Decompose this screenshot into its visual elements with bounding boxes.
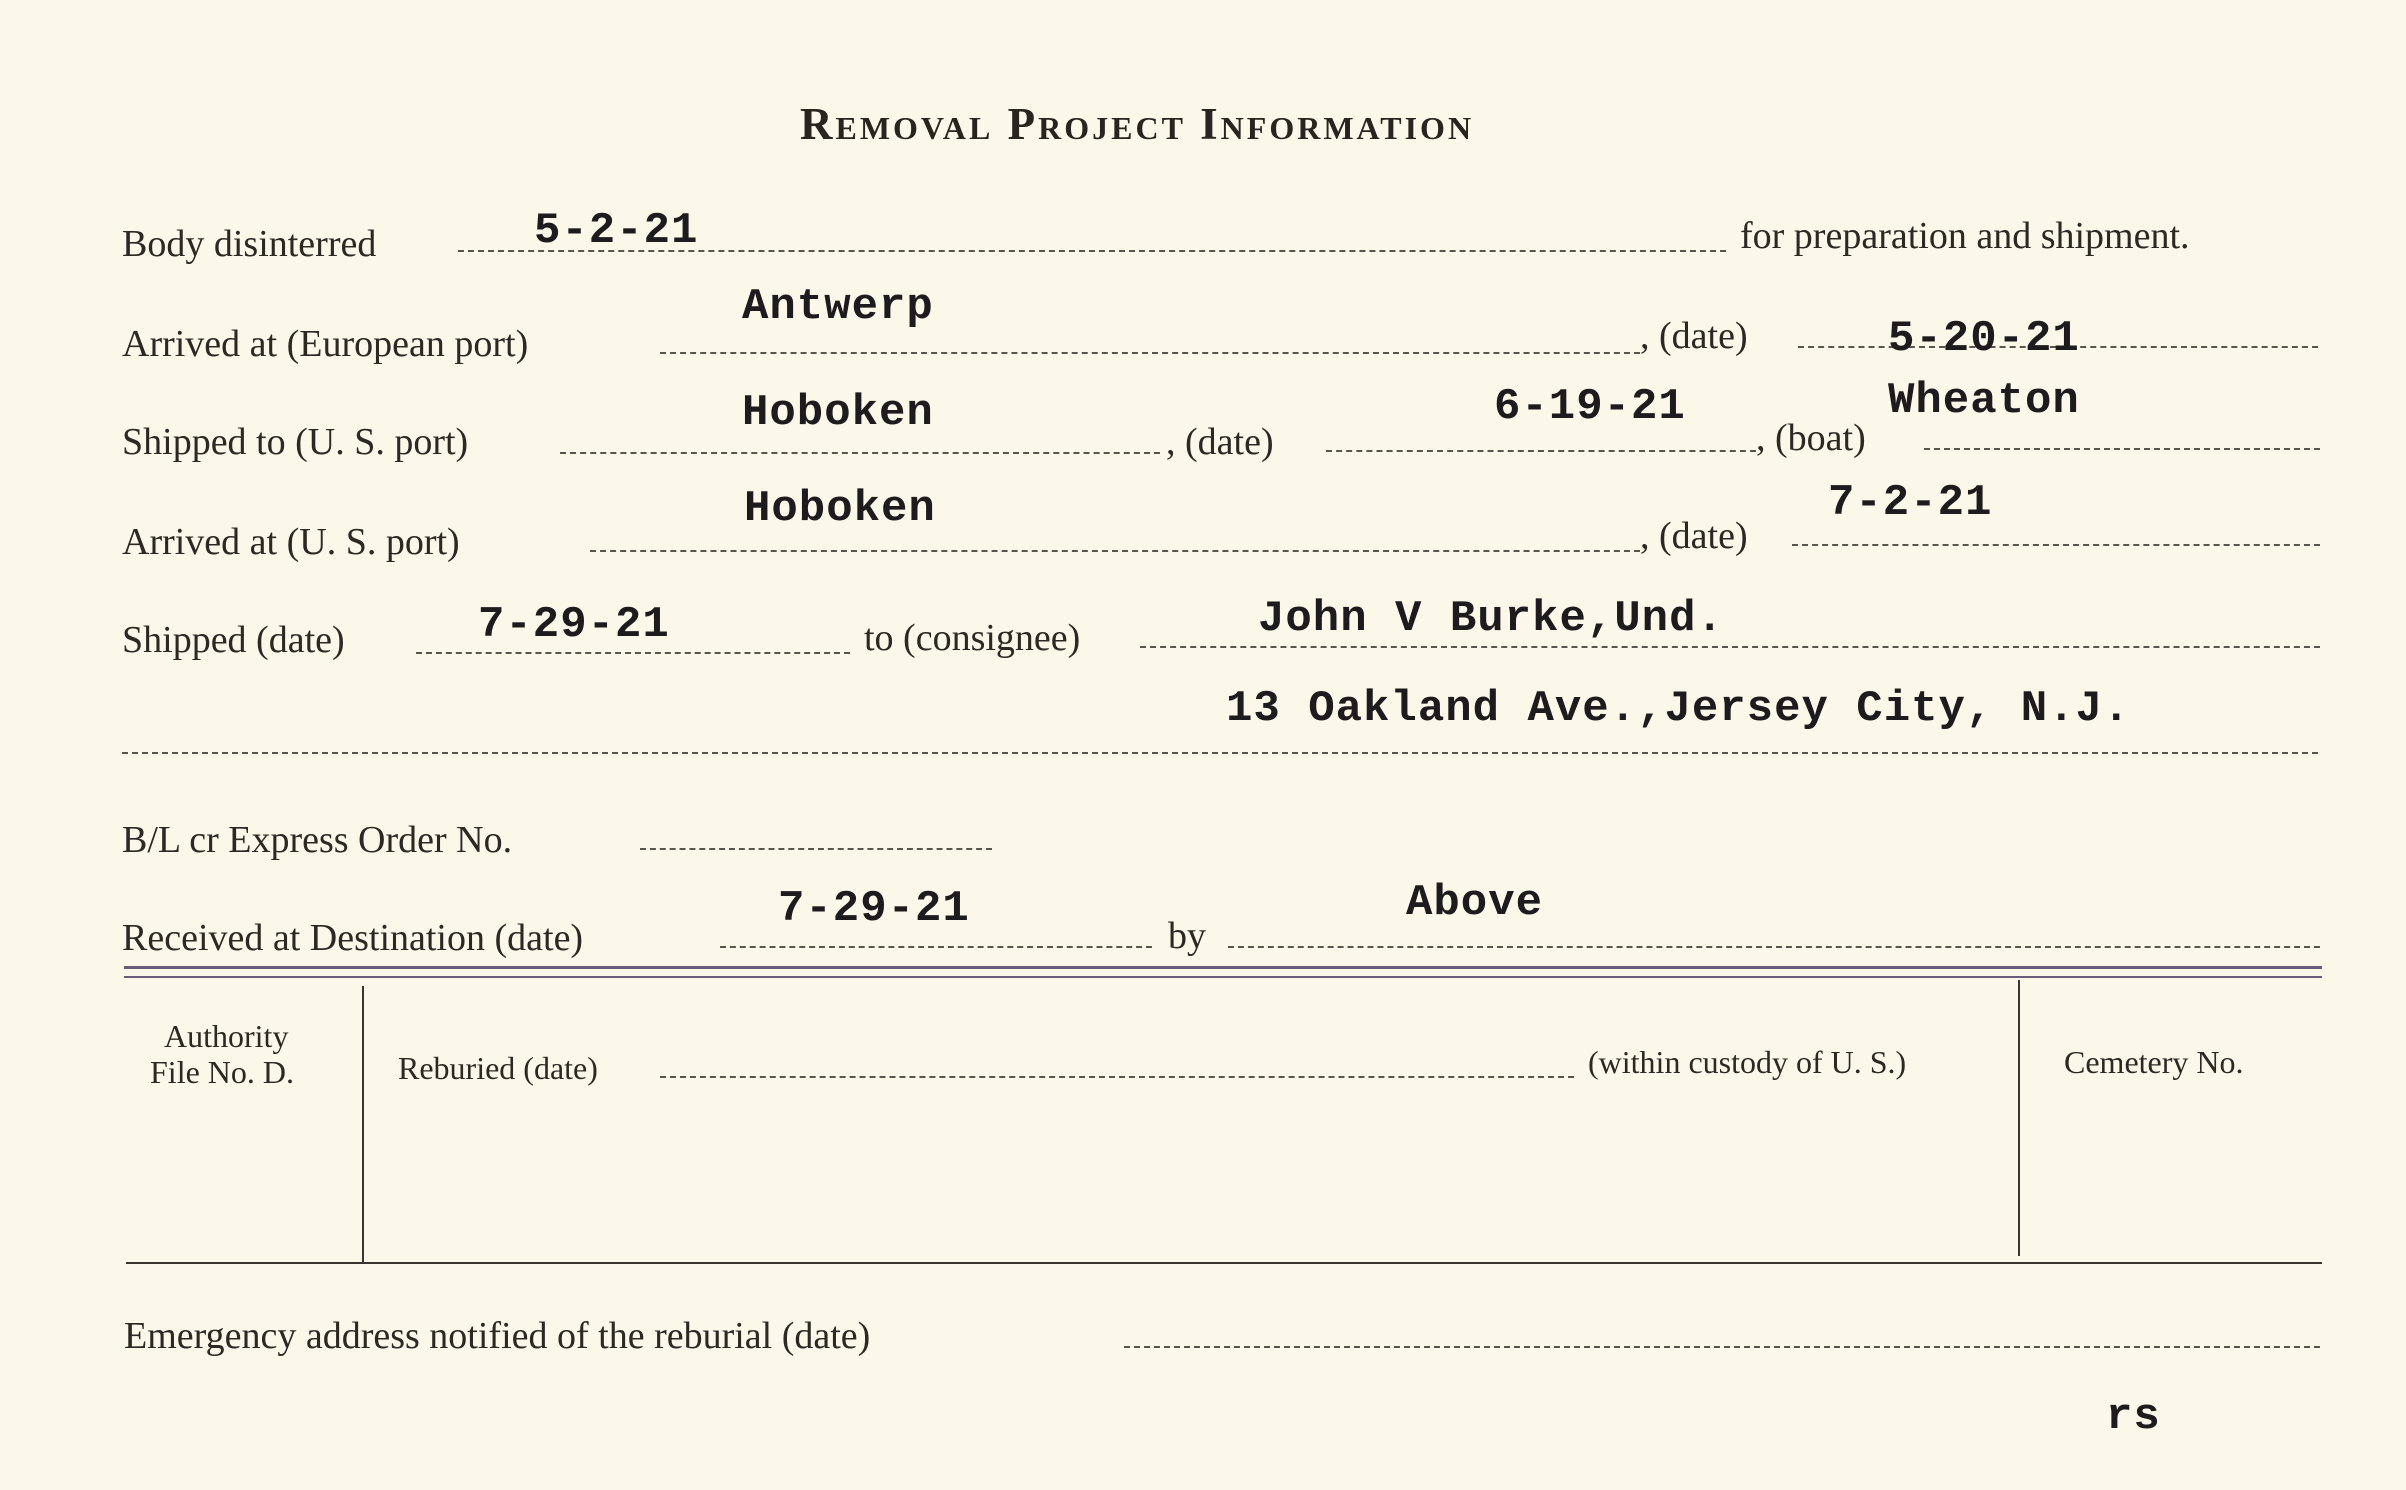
- shipped-date-value: 7-29-21: [478, 600, 670, 650]
- by-label: by: [1168, 915, 1206, 957]
- column-divider-left: [362, 986, 364, 1262]
- consignee-line: [1140, 646, 2320, 648]
- shipped-date-label: Shipped (date): [122, 619, 345, 661]
- us-arrival-date-line: [1792, 544, 2320, 546]
- us-port-arrived-line: [590, 550, 1640, 552]
- file-no-label: File No. D.: [150, 1054, 294, 1090]
- separator-rule-top: [124, 966, 2322, 969]
- for-preparation-label: for preparation and shipment.: [1740, 215, 2190, 257]
- shipped-to-date-value: 6-19-21: [1494, 382, 1686, 432]
- shipped-to-label: Shipped to (U. S. port): [122, 421, 469, 463]
- bl-order-line: [640, 848, 992, 850]
- received-dest-label: Received at Destination (date): [122, 917, 584, 959]
- european-port-line: [660, 352, 1640, 354]
- us-port-shipped-value: Hoboken: [742, 388, 934, 438]
- us-arrival-date-value: 7-2-21: [1828, 478, 1993, 528]
- shipped-date-line: [416, 652, 850, 654]
- separator-rule-bottom: [124, 976, 2322, 978]
- received-by-line: [1228, 946, 2320, 948]
- column-divider-right: [2018, 980, 2020, 1256]
- to-consignee-label: to (consignee): [864, 617, 1081, 659]
- emergency-label: Emergency address notified of the reburial (date): [124, 1315, 871, 1357]
- shipped-date-label-2: , (date): [1166, 421, 1274, 463]
- table-bottom-rule: [126, 1262, 2322, 1264]
- us-port-shipped-line: [560, 452, 1160, 454]
- clerk-initials: rs: [2106, 1392, 2161, 1442]
- boat-label: , (boat): [1756, 417, 1866, 459]
- within-custody-label: (within custody of U. S.): [1588, 1044, 1907, 1080]
- arrived-european-label: Arrived at (European port): [122, 323, 529, 365]
- cemetery-no-label: Cemetery No.: [2064, 1044, 2244, 1080]
- us-port-arrived-value: Hoboken: [744, 484, 936, 534]
- arrived-us-label: Arrived at (U. S. port): [122, 521, 460, 563]
- boat-value: Wheaton: [1888, 376, 2080, 426]
- boat-line: [1924, 448, 2320, 450]
- consignee-name-value: John V Burke,Und.: [1258, 594, 1724, 644]
- received-date-value: 7-29-21: [778, 884, 970, 934]
- emergency-line: [1124, 1346, 2320, 1348]
- european-date-label: , (date): [1640, 315, 1748, 357]
- reburied-label: Reburied (date): [398, 1050, 598, 1086]
- received-by-value: Above: [1406, 878, 1544, 928]
- european-port-value: Antwerp: [742, 282, 934, 332]
- us-arrival-date-label: , (date): [1640, 515, 1748, 557]
- shipped-to-date-line: [1326, 450, 1756, 452]
- card-title: Removal Project Information: [800, 99, 1475, 149]
- bl-order-label: B/L cr Express Order No.: [122, 819, 513, 861]
- consignee-address-value: 13 Oakland Ave.,Jersey City, N.J.: [1226, 684, 2131, 734]
- body-disinterred-label: Body disinterred: [122, 223, 377, 265]
- authority-label: Authority: [164, 1018, 289, 1054]
- european-arrival-date-value: 5-20-21: [1888, 314, 2080, 364]
- received-date-line: [720, 946, 1152, 948]
- disinterred-date-value: 5-2-21: [534, 206, 699, 256]
- reburied-line: [660, 1076, 1574, 1078]
- address-line: [122, 752, 2318, 754]
